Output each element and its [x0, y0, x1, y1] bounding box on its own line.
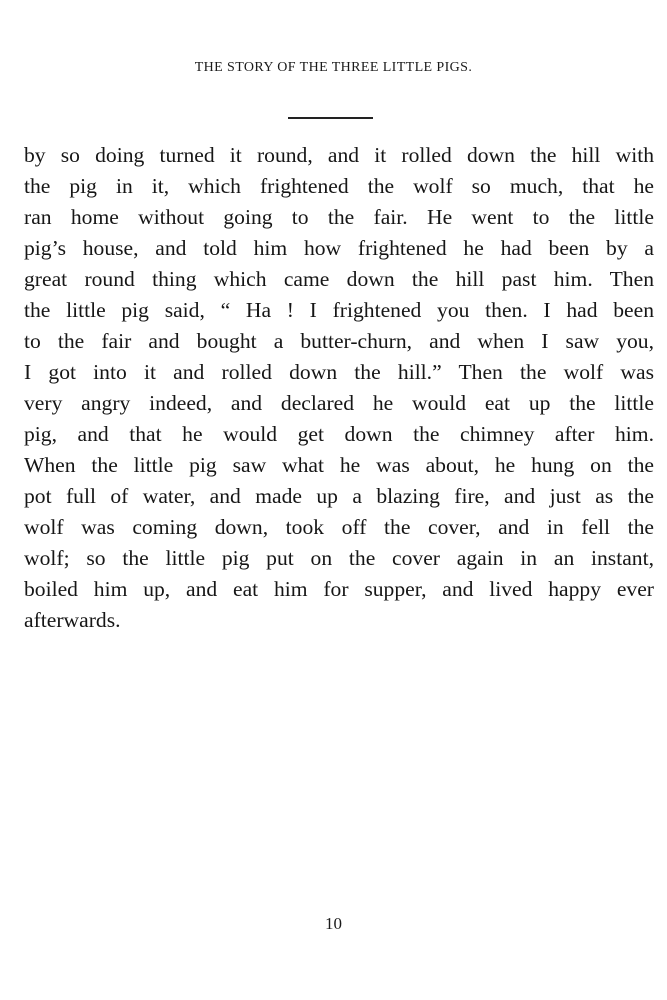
text-line: boiled him up, and eat him for supper, and lived happy ever: [24, 577, 654, 601]
text-line-last: afterwards.: [24, 608, 121, 632]
story-paragraph: [24, 140, 654, 636]
text-line: to the fair and bought a butter-churn, and when I saw you,: [24, 329, 654, 353]
running-head: THE STORY OF THE THREE LITTLE PIGS.: [194, 60, 473, 75]
text-line: When the little pig saw what he was about, he hung on the: [24, 453, 654, 477]
text-line: pig’s house, and told him how frightened he had been by a: [24, 236, 654, 260]
text-line: wolf was coming down, took off the cover, and in fell the: [24, 515, 654, 539]
text-line: great round thing which came down the hill past him. Then: [24, 267, 654, 291]
text-line: wolf; so the little pig put on the cover again in an instant,: [24, 546, 654, 570]
text-line: pig, and that he would get down the chimney after him.: [24, 422, 654, 446]
text-line: pot full of water, and made up a blazing fire, and just as the: [24, 484, 654, 508]
text-line: I got into it and rolled down the hill.” Then the wolf was: [24, 360, 654, 384]
page-number: 10: [325, 914, 342, 933]
text-line: very angry indeed, and declared he would eat up the little: [24, 391, 654, 415]
text-line: the little pig said, “ Ha ! I frightened you then. I had been: [24, 298, 654, 322]
text-line: ran home without going to the fair. He went to the little: [24, 205, 654, 229]
text-line: by so doing turned it round, and it rolled down the hill with: [24, 143, 654, 167]
text-line: the pig in it, which frightened the wolf so much, that he: [24, 174, 654, 198]
header-rule: [288, 117, 373, 119]
